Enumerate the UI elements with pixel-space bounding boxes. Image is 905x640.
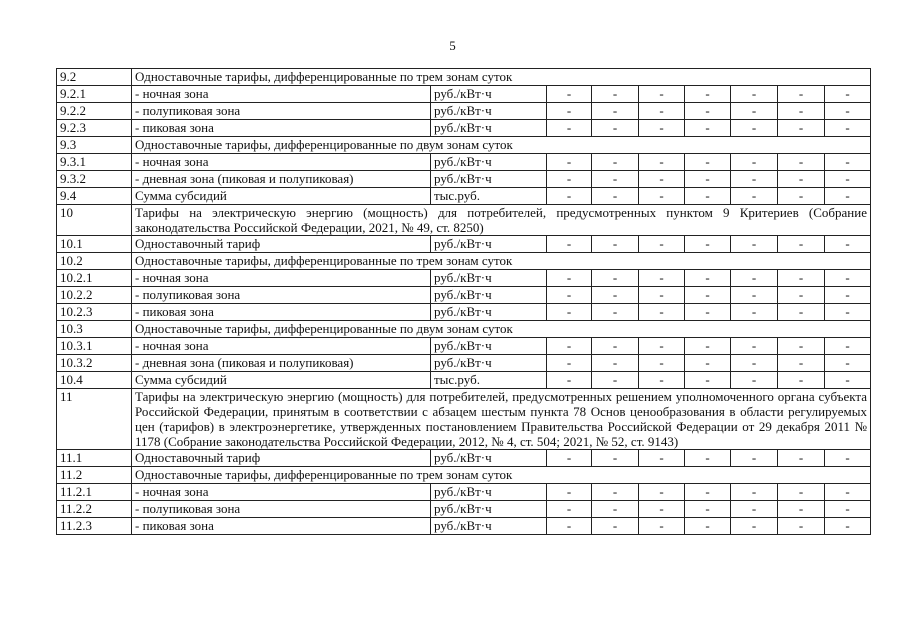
value-cell: -	[592, 236, 639, 253]
row-number: 10.3	[57, 321, 132, 338]
value-cell: -	[592, 287, 639, 304]
table-row	[57, 137, 871, 154]
value-cell: -	[731, 236, 778, 253]
table-row	[57, 287, 871, 304]
row-number: 9.3.1	[57, 154, 132, 171]
table-row	[57, 304, 871, 321]
row-label: - ночная зона	[132, 154, 431, 171]
value-cell: -	[825, 518, 871, 535]
value-cell: -	[592, 304, 639, 321]
value-cell: -	[778, 188, 825, 205]
row-number: 10	[57, 205, 132, 236]
row-number: 9.2.3	[57, 120, 132, 137]
row-number: 10.3.1	[57, 338, 132, 355]
value-cell: -	[592, 86, 639, 103]
value-cell: -	[825, 304, 871, 321]
value-cell: -	[547, 188, 592, 205]
section-heading: Тарифы на электрическую энергию (мощность) для потребителей, предусмотренных решением уполномоченного органа субъекта Российской Федерации, принятым в соответствии с абзацем шестым пункта 78 Основ ценообразования в области регулируемых цен (тарифов) в электроэнергетике, утвержденных постановлением Правительства Российской Федерации от 29 декабря 2011 № 1178 (Собрание законодательства Российской Федерации, 2012, № 4, ст. 504; 2021, № 52, ст. 9143)	[132, 389, 871, 450]
row-label: - ночная зона	[132, 484, 431, 501]
row-number: 9.2.2	[57, 103, 132, 120]
value-cell: -	[731, 287, 778, 304]
row-label: - ночная зона	[132, 86, 431, 103]
value-cell: -	[592, 120, 639, 137]
value-cell: -	[685, 304, 731, 321]
value-cell: -	[778, 171, 825, 188]
unit-cell: руб./кВт·ч	[431, 518, 547, 535]
row-label: Одноставочный тариф	[132, 450, 431, 467]
unit-cell: руб./кВт·ч	[431, 236, 547, 253]
value-cell: -	[825, 287, 871, 304]
row-label: Сумма субсидий	[132, 188, 431, 205]
value-cell: -	[825, 86, 871, 103]
section-heading: Одноставочные тарифы, дифференцированные по трем зонам суток	[132, 69, 871, 86]
value-cell: -	[731, 355, 778, 372]
table-row	[57, 270, 871, 287]
value-cell: -	[778, 154, 825, 171]
row-number: 11.2.2	[57, 501, 132, 518]
value-cell: -	[685, 338, 731, 355]
row-number: 9.3.2	[57, 171, 132, 188]
section-heading: Тарифы на электрическую энергию (мощность) для потребителей, предусмотренных пунктом 9 Критериев (Собрание законодательства Российской Федерации, 2021, № 49, ст. 8250)	[132, 205, 871, 236]
value-cell: -	[731, 450, 778, 467]
row-label: Одноставочный тариф	[132, 236, 431, 253]
value-cell: -	[825, 270, 871, 287]
row-number: 10.2	[57, 253, 132, 270]
value-cell: -	[685, 518, 731, 535]
value-cell: -	[778, 355, 825, 372]
value-cell: -	[685, 103, 731, 120]
value-cell: -	[547, 270, 592, 287]
value-cell: -	[825, 372, 871, 389]
value-cell: -	[592, 171, 639, 188]
table-row	[57, 450, 871, 467]
value-cell: -	[731, 338, 778, 355]
value-cell: -	[778, 338, 825, 355]
value-cell: -	[592, 154, 639, 171]
value-cell: -	[825, 188, 871, 205]
value-cell: -	[731, 120, 778, 137]
table-row	[57, 321, 871, 338]
unit-cell: тыс.руб.	[431, 372, 547, 389]
value-cell: -	[778, 518, 825, 535]
value-cell: -	[547, 304, 592, 321]
row-number: 9.3	[57, 137, 132, 154]
value-cell: -	[778, 86, 825, 103]
row-number: 11.2	[57, 467, 132, 484]
value-cell: -	[731, 270, 778, 287]
value-cell: -	[639, 501, 685, 518]
value-cell: -	[731, 484, 778, 501]
value-cell: -	[547, 103, 592, 120]
value-cell: -	[639, 270, 685, 287]
value-cell: -	[592, 355, 639, 372]
value-cell: -	[547, 355, 592, 372]
value-cell: -	[639, 171, 685, 188]
value-cell: -	[685, 355, 731, 372]
value-cell: -	[825, 355, 871, 372]
value-cell: -	[639, 304, 685, 321]
value-cell: -	[825, 338, 871, 355]
section-heading: Одноставочные тарифы, дифференцированные по двум зонам суток	[132, 321, 871, 338]
value-cell: -	[778, 236, 825, 253]
value-cell: -	[731, 304, 778, 321]
value-cell: -	[685, 287, 731, 304]
value-cell: -	[547, 518, 592, 535]
value-cell: -	[825, 154, 871, 171]
value-cell: -	[685, 154, 731, 171]
row-number: 9.4	[57, 188, 132, 205]
value-cell: -	[731, 518, 778, 535]
row-label: - полупиковая зона	[132, 287, 431, 304]
value-cell: -	[685, 236, 731, 253]
value-cell: -	[685, 501, 731, 518]
value-cell: -	[685, 270, 731, 287]
row-label: - дневная зона (пиковая и полупиковая)	[132, 355, 431, 372]
value-cell: -	[547, 236, 592, 253]
value-cell: -	[731, 188, 778, 205]
row-number: 10.1	[57, 236, 132, 253]
row-number: 9.2.1	[57, 86, 132, 103]
value-cell: -	[639, 188, 685, 205]
unit-cell: руб./кВт·ч	[431, 501, 547, 518]
value-cell: -	[825, 450, 871, 467]
value-cell: -	[547, 372, 592, 389]
value-cell: -	[731, 372, 778, 389]
row-number: 11.2.1	[57, 484, 132, 501]
value-cell: -	[639, 120, 685, 137]
row-number: 10.2.1	[57, 270, 132, 287]
value-cell: -	[685, 120, 731, 137]
value-cell: -	[778, 450, 825, 467]
value-cell: -	[778, 372, 825, 389]
row-number: 10.2.3	[57, 304, 132, 321]
value-cell: -	[639, 518, 685, 535]
value-cell: -	[592, 450, 639, 467]
table-row	[57, 154, 871, 171]
value-cell: -	[547, 154, 592, 171]
section-heading: Одноставочные тарифы, дифференцированные по трем зонам суток	[132, 467, 871, 484]
value-cell: -	[592, 518, 639, 535]
unit-cell: руб./кВт·ч	[431, 86, 547, 103]
value-cell: -	[547, 501, 592, 518]
value-cell: -	[685, 188, 731, 205]
value-cell: -	[639, 103, 685, 120]
value-cell: -	[547, 120, 592, 137]
value-cell: -	[778, 501, 825, 518]
table-row	[57, 253, 871, 270]
table-row	[57, 372, 871, 389]
unit-cell: руб./кВт·ч	[431, 171, 547, 188]
unit-cell: руб./кВт·ч	[431, 154, 547, 171]
unit-cell: руб./кВт·ч	[431, 338, 547, 355]
unit-cell: руб./кВт·ч	[431, 120, 547, 137]
row-label: - ночная зона	[132, 270, 431, 287]
value-cell: -	[685, 484, 731, 501]
tariff-table-body	[57, 69, 871, 535]
unit-cell: руб./кВт·ч	[431, 450, 547, 467]
value-cell: -	[547, 484, 592, 501]
value-cell: -	[778, 304, 825, 321]
value-cell: -	[778, 484, 825, 501]
unit-cell: руб./кВт·ч	[431, 304, 547, 321]
row-label: - полупиковая зона	[132, 103, 431, 120]
value-cell: -	[825, 236, 871, 253]
row-number: 10.4	[57, 372, 132, 389]
value-cell: -	[778, 103, 825, 120]
value-cell: -	[685, 86, 731, 103]
table-row	[57, 355, 871, 372]
value-cell: -	[685, 171, 731, 188]
value-cell: -	[825, 120, 871, 137]
table-row	[57, 120, 871, 137]
unit-cell: руб./кВт·ч	[431, 270, 547, 287]
table-row	[57, 467, 871, 484]
value-cell: -	[547, 86, 592, 103]
table-row	[57, 171, 871, 188]
unit-cell: руб./кВт·ч	[431, 484, 547, 501]
value-cell: -	[639, 287, 685, 304]
table-row	[57, 501, 871, 518]
unit-cell: руб./кВт·ч	[431, 287, 547, 304]
value-cell: -	[639, 355, 685, 372]
value-cell: -	[731, 501, 778, 518]
value-cell: -	[592, 484, 639, 501]
value-cell: -	[825, 501, 871, 518]
value-cell: -	[592, 338, 639, 355]
row-label: Сумма субсидий	[132, 372, 431, 389]
table-row	[57, 338, 871, 355]
table-row	[57, 188, 871, 205]
table-row	[57, 484, 871, 501]
row-number: 10.3.2	[57, 355, 132, 372]
section-heading: Одноставочные тарифы, дифференцированные по двум зонам суток	[132, 137, 871, 154]
table-row	[57, 205, 871, 236]
value-cell: -	[778, 120, 825, 137]
value-cell: -	[592, 501, 639, 518]
value-cell: -	[639, 236, 685, 253]
value-cell: -	[825, 103, 871, 120]
row-number: 10.2.2	[57, 287, 132, 304]
table-row	[57, 236, 871, 253]
value-cell: -	[639, 86, 685, 103]
value-cell: -	[547, 338, 592, 355]
value-cell: -	[685, 450, 731, 467]
value-cell: -	[685, 372, 731, 389]
value-cell: -	[639, 450, 685, 467]
value-cell: -	[547, 287, 592, 304]
value-cell: -	[825, 171, 871, 188]
page-number: 5	[449, 38, 456, 53]
table-row	[57, 69, 871, 86]
unit-cell: тыс.руб.	[431, 188, 547, 205]
table-row	[57, 389, 871, 450]
value-cell: -	[592, 103, 639, 120]
value-cell: -	[731, 86, 778, 103]
table-row	[57, 103, 871, 120]
row-number: 11.2.3	[57, 518, 132, 535]
table-row	[57, 86, 871, 103]
value-cell: -	[731, 103, 778, 120]
tariff-table	[56, 68, 871, 535]
table-row	[57, 518, 871, 535]
row-label: - полупиковая зона	[132, 501, 431, 518]
value-cell: -	[731, 154, 778, 171]
value-cell: -	[778, 270, 825, 287]
value-cell: -	[639, 372, 685, 389]
row-label: - пиковая зона	[132, 518, 431, 535]
value-cell: -	[547, 450, 592, 467]
value-cell: -	[825, 484, 871, 501]
row-label: - дневная зона (пиковая и полупиковая)	[132, 171, 431, 188]
row-number: 9.2	[57, 69, 132, 86]
row-number: 11	[57, 389, 132, 450]
section-heading: Одноставочные тарифы, дифференцированные по трем зонам суток	[132, 253, 871, 270]
value-cell: -	[639, 484, 685, 501]
unit-cell: руб./кВт·ч	[431, 355, 547, 372]
value-cell: -	[547, 171, 592, 188]
value-cell: -	[592, 188, 639, 205]
value-cell: -	[778, 287, 825, 304]
row-label: - пиковая зона	[132, 304, 431, 321]
unit-cell: руб./кВт·ч	[431, 103, 547, 120]
value-cell: -	[731, 171, 778, 188]
row-label: - пиковая зона	[132, 120, 431, 137]
row-label: - ночная зона	[132, 338, 431, 355]
value-cell: -	[639, 154, 685, 171]
value-cell: -	[592, 372, 639, 389]
value-cell: -	[592, 270, 639, 287]
value-cell: -	[639, 338, 685, 355]
row-number: 11.1	[57, 450, 132, 467]
